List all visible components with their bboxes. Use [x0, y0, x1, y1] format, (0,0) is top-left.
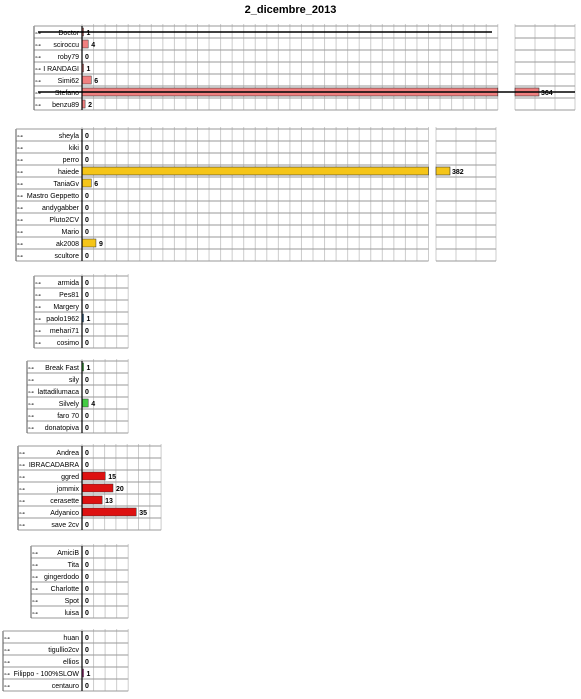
row-icon: ⊶ [19, 475, 25, 481]
value-label: 0 [85, 522, 89, 529]
value-label: 0 [85, 562, 89, 569]
value-label: 0 [85, 145, 89, 152]
bar-break-part [436, 167, 450, 175]
value-label: 0 [85, 328, 89, 335]
row-icon: ⊶ [32, 563, 38, 569]
value-label: 1 [86, 30, 91, 37]
row-icon: ⊶ [17, 254, 23, 260]
row-label: Simi62 [57, 78, 79, 85]
row-icon: ⊶ [17, 230, 23, 236]
row-icon: ⊶ [35, 317, 41, 323]
bar [82, 496, 102, 504]
value-label: 0 [85, 389, 89, 396]
row-label: Mastro Geppetto [26, 193, 79, 200]
row-label: Doctor [58, 30, 79, 37]
row-icon: ⊶ [35, 79, 41, 85]
value-label: 0 [85, 574, 89, 581]
value-label: 0 [85, 610, 89, 617]
row-label: lattadilumaca [37, 389, 79, 396]
row-icon: ⊶ [32, 551, 38, 557]
row-label: Charlotte [50, 586, 79, 593]
row-icon: ⊶ [4, 648, 10, 654]
row-icon: ⊶ [17, 194, 23, 200]
row-icon: ⊶ [19, 499, 25, 505]
row-label: sheyla [58, 133, 79, 140]
value-label: 0 [85, 462, 89, 469]
row-icon: ⊶ [35, 305, 41, 311]
value-label: 0 [85, 54, 89, 61]
value-label: 0 [85, 377, 89, 384]
chart-title: 2_dicembre_2013 [244, 4, 337, 16]
value-label: 0 [85, 659, 89, 666]
value-label: 0 [85, 217, 89, 224]
value-label: 9 [98, 241, 103, 248]
row-icon: ⊶ [17, 182, 23, 188]
row-icon: ⊶ [35, 281, 41, 287]
row-label: sciroccu [53, 42, 79, 49]
row-label: perro [62, 157, 79, 164]
row-label: ellios [63, 659, 79, 666]
row-icon: ⊶ [35, 103, 41, 109]
bar [82, 484, 113, 492]
row-label: Mario [61, 229, 79, 236]
row-icon: ⊶ [32, 587, 38, 593]
bar [82, 508, 136, 516]
row-label: sily [68, 377, 79, 384]
row-icon: ⊶ [17, 134, 23, 140]
row-icon: ⊶ [17, 218, 23, 224]
value-label: 2 [88, 102, 93, 109]
value-label: 15 [108, 474, 117, 481]
row-icon: ⊶ [35, 293, 41, 299]
value-label: 1 [86, 365, 91, 372]
row-icon: ⊶ [28, 426, 34, 432]
row-label: roby79 [57, 54, 79, 61]
row-label: cerasette [50, 498, 79, 505]
bar [82, 76, 91, 84]
row-icon: ⊶ [35, 43, 41, 49]
row-label: kiki [68, 145, 79, 152]
value-label: 0 [85, 205, 89, 212]
value-label: 6 [94, 78, 99, 85]
bar [82, 472, 105, 480]
row-icon: ⊶ [28, 402, 34, 408]
value-label: 0 [85, 280, 89, 287]
value-label: 0 [85, 647, 89, 654]
value-label: 0 [85, 340, 89, 347]
row-icon: ⊶ [19, 511, 25, 517]
row-label: Spot [64, 598, 79, 605]
row-label: Stefano [54, 90, 79, 97]
row-icon: ⊶ [4, 660, 10, 666]
value-label: 0 [85, 292, 89, 299]
row-icon: ⊶ [32, 599, 38, 605]
row-label: TaniaGv [53, 181, 79, 188]
value-label: 0 [85, 635, 89, 642]
row-label: cosimo [56, 340, 79, 347]
row-label: Andrea [56, 450, 79, 457]
value-label: 35 [139, 510, 148, 517]
row-icon: ⊶ [35, 341, 41, 347]
value-label: 0 [85, 133, 89, 140]
row-icon: ⊶ [4, 672, 10, 678]
value-label: 0 [85, 304, 89, 311]
row-icon: ⊶ [17, 206, 23, 212]
value-label: 0 [85, 586, 89, 593]
row-icon: ⊶ [4, 636, 10, 642]
value-label: 0 [85, 450, 89, 457]
bar [82, 167, 429, 175]
value-label: 0 [85, 229, 89, 236]
bar [82, 179, 91, 187]
row-label: save 2cv [51, 522, 79, 529]
value-label: 0 [85, 413, 89, 420]
row-label: armida [57, 280, 79, 287]
bar [82, 239, 96, 247]
value-label: 20 [116, 486, 124, 493]
row-label: gingerdodo [43, 574, 79, 581]
row-label: donatopiva [44, 425, 79, 432]
value-label: 4 [91, 401, 96, 408]
row-label: haiede [57, 169, 79, 176]
row-label: centauro [51, 683, 79, 690]
value-label: 1 [86, 66, 91, 73]
value-label: 0 [85, 425, 89, 432]
row-icon: ⊶ [28, 414, 34, 420]
row-icon: ⊶ [19, 451, 25, 457]
row-label: paolo1962 [46, 316, 79, 323]
row-icon: ⊶ [32, 575, 38, 581]
row-label: ggred [61, 474, 79, 481]
row-icon: ⊶ [28, 378, 34, 384]
row-icon: ⊶ [19, 523, 25, 529]
row-label: Tita [67, 562, 79, 569]
row-icon: ⊶ [35, 55, 41, 61]
row-label: huan [63, 635, 79, 642]
row-label: tigullio2cv [48, 647, 79, 654]
row-label: mehari71 [49, 328, 79, 335]
row-icon: ⊶ [35, 67, 41, 73]
row-label: Margery [53, 304, 79, 311]
row-label: Pluto2CV [49, 217, 79, 224]
row-label: Adyanico [50, 510, 79, 517]
row-label: Filippo - 100%SLOW [13, 671, 79, 678]
bar [82, 399, 88, 407]
row-icon: ⊶ [17, 170, 23, 176]
value-label: 0 [85, 598, 89, 605]
row-icon: ⊶ [28, 390, 34, 396]
row-icon: ⊶ [35, 91, 41, 97]
value-label: 382 [452, 169, 464, 176]
row-label: IBRACADABRA [28, 462, 79, 469]
bar [82, 40, 88, 48]
row-label: I RANDAGI [43, 66, 79, 73]
row-icon: ⊶ [28, 366, 34, 372]
row-label: jommix [56, 486, 79, 493]
value-label: 6 [94, 181, 99, 188]
row-label: Pes81 [59, 292, 79, 299]
value-label: 0 [85, 157, 89, 164]
row-label: Break Fast [45, 365, 79, 372]
value-label: 0 [85, 253, 89, 260]
row-label: Silvely [58, 401, 79, 408]
row-label: AmiciB [57, 550, 79, 557]
row-icon: ⊶ [17, 158, 23, 164]
row-label: benzu89 [52, 102, 79, 109]
row-icon: ⊶ [19, 487, 25, 493]
value-label: 364 [541, 90, 553, 97]
value-label: 1 [86, 316, 91, 323]
value-label: 13 [105, 498, 113, 505]
value-label: 1 [86, 671, 91, 678]
row-label: scultore [54, 253, 79, 260]
row-icon: ⊶ [19, 463, 25, 469]
row-label: faro 70 [57, 413, 79, 420]
row-label: luisa [64, 610, 79, 617]
value-label: 0 [85, 683, 89, 690]
row-label: ak2008 [56, 241, 79, 248]
value-label: 4 [91, 42, 96, 49]
row-icon: ⊶ [4, 684, 10, 690]
row-icon: ⊶ [32, 611, 38, 617]
row-label: andygabber [42, 205, 79, 212]
value-label: 0 [85, 550, 89, 557]
row-icon: ⊶ [35, 31, 41, 37]
value-label: 0 [85, 193, 89, 200]
row-icon: ⊶ [17, 242, 23, 248]
row-icon: ⊶ [17, 146, 23, 152]
row-icon: ⊶ [35, 329, 41, 335]
